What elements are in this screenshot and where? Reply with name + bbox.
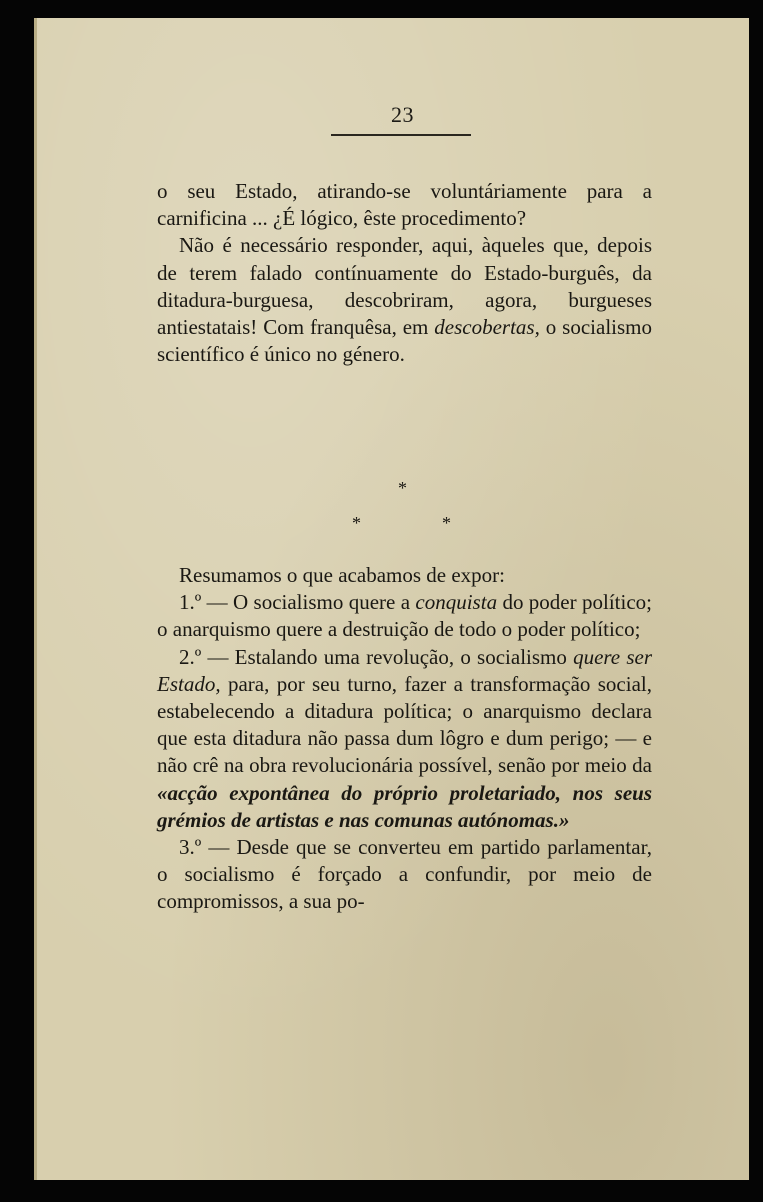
paragraph-1: o seu Estado, atirando-se voluntáriamente para a carnificina ... ¿É lógico, êste procedimento?: [157, 179, 652, 231]
italic-term: descobertas,: [434, 315, 540, 340]
item-3: 3.º — Desde que se converteu em partido parlamentar, o socialismo é forçado a confundir, por meio de compromissos, a sua po-: [157, 835, 652, 914]
asterism-top-star: *: [398, 478, 407, 498]
quoted-passage: «acção expontânea do próprio proletariado, nos seus grémios de artistas e nas comunas autónomas.»: [157, 780, 652, 832]
page-number: 23: [391, 102, 414, 127]
summary-intro: Resumamos o que acabamos de expor:: [179, 563, 505, 587]
asterism-right-star: *: [442, 513, 451, 533]
asterism-left-star: *: [352, 513, 361, 533]
section-1: [157, 178, 652, 368]
item-1: 1.º — O socialismo quere a conquista do poder político; o anarquismo quere a destruição de todo o poder político;: [157, 590, 652, 642]
header-rule: [331, 134, 471, 136]
section-2: [157, 562, 652, 916]
paragraph-2: Não é necessário responder, aqui, àqueles que, depois de terem falado contínuamente do Estado-burguês, da ditadura-burguesa, descobriram, agora, burgueses antiestatais! Com franquêsa, em descobertas, o socialismo scientífico é único no género.: [157, 233, 652, 367]
item-2: 2.º — Estalando uma revolução, o socialismo quere ser Estado, para, por seu turno, fazer a transformação social, estabelecendo a ditadura política; o anarquismo declara que esta ditadura não passa dum lôgro e dum perigo; — e não crê na obra revolucionária possível, senão por meio da «acção expontânea do próprio proletariado, nos seus grémios de artistas e nas comunas autónomas.»: [157, 644, 653, 832]
